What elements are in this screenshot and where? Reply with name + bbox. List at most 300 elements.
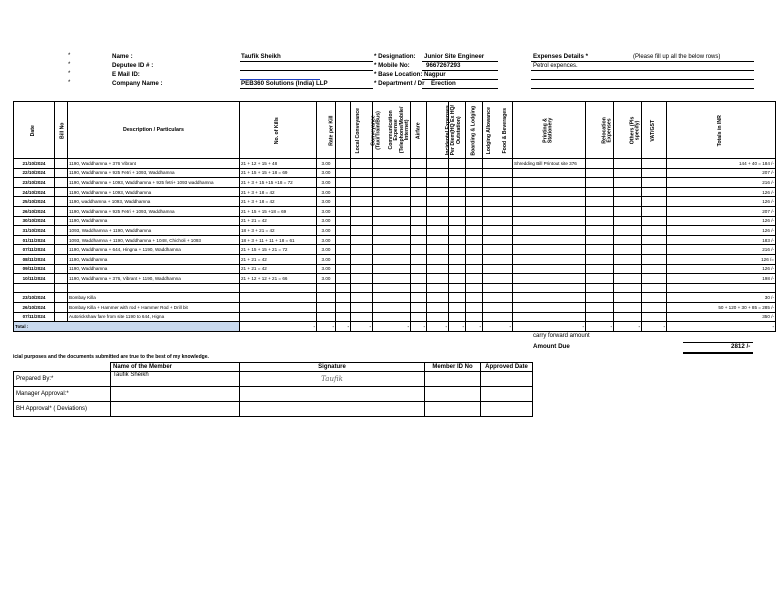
row-communication[interactable] xyxy=(373,254,411,264)
row-local[interactable] xyxy=(336,187,351,197)
row-conveyance[interactable] xyxy=(351,264,373,274)
row-total[interactable]: 126 /- xyxy=(667,216,776,226)
row-boarding[interactable] xyxy=(449,312,466,322)
row-incidental[interactable] xyxy=(427,197,449,207)
row-communication[interactable] xyxy=(373,178,411,188)
row-boarding[interactable] xyxy=(449,187,466,197)
row-rate[interactable]: 3.00 xyxy=(317,226,336,236)
row-printing[interactable] xyxy=(513,178,586,188)
mobile-value[interactable]: 9667267293 xyxy=(426,62,461,69)
prepared-date[interactable] xyxy=(481,372,533,387)
row-vat[interactable] xyxy=(642,264,667,274)
row-bill-no[interactable] xyxy=(55,274,68,284)
row-local[interactable] xyxy=(336,312,351,322)
row-conveyance[interactable] xyxy=(351,226,373,236)
row-description[interactable]: 1190, Waddhamna + 644, Hingna + 1190, Waddhamna xyxy=(68,245,240,255)
row-kms[interactable]: 21 + 15 + 15 + 18 = 69 xyxy=(240,168,317,178)
row-conveyance[interactable] xyxy=(351,235,373,245)
row-local[interactable] xyxy=(336,254,351,264)
row-bill-no[interactable] xyxy=(55,254,68,264)
row-incidental[interactable] xyxy=(427,264,449,274)
row-lodging[interactable] xyxy=(466,226,483,236)
row-food[interactable] xyxy=(483,264,513,274)
row-others[interactable] xyxy=(614,216,642,226)
row-incidental[interactable] xyxy=(427,302,449,312)
row-airfare[interactable] xyxy=(411,226,427,236)
row-lodging[interactable] xyxy=(466,245,483,255)
row-total[interactable]: 216 /- xyxy=(667,178,776,188)
row-lodging[interactable] xyxy=(466,293,483,303)
row-total[interactable]: 207 /- xyxy=(667,168,776,178)
row-date[interactable]: 22/10/2024 xyxy=(14,168,55,178)
row-bill-no[interactable] xyxy=(55,302,68,312)
row-lodging[interactable] xyxy=(466,168,483,178)
row-date[interactable]: 23/10/2024 xyxy=(14,293,55,303)
row-food[interactable] xyxy=(483,293,513,303)
row-kms[interactable]: 21 + 21 = 42 xyxy=(240,264,317,274)
row-bill-no[interactable] xyxy=(55,159,68,169)
row-food[interactable] xyxy=(483,168,513,178)
bh-member-id[interactable] xyxy=(425,402,481,417)
row-rate[interactable]: 3.00 xyxy=(317,187,336,197)
row-vat[interactable] xyxy=(642,293,667,303)
row-others[interactable] xyxy=(614,245,642,255)
row-incidental[interactable] xyxy=(427,168,449,178)
row-total[interactable]: 30 /- xyxy=(667,293,776,303)
row-boarding[interactable] xyxy=(449,178,466,188)
row-rate[interactable] xyxy=(317,312,336,322)
row-bill-no[interactable] xyxy=(55,245,68,255)
manager-name[interactable] xyxy=(111,387,240,402)
row-kms[interactable]: 18 + 3 + 11 + 11 + 18 = 61 xyxy=(240,235,317,245)
row-lodging[interactable] xyxy=(466,216,483,226)
row-food[interactable] xyxy=(483,245,513,255)
row-printing[interactable] xyxy=(513,197,586,207)
row-local[interactable] xyxy=(336,283,351,293)
row-date[interactable]: 08/11/2024 xyxy=(14,254,55,264)
row-food[interactable] xyxy=(483,274,513,284)
row-local[interactable] xyxy=(336,264,351,274)
row-relocation[interactable] xyxy=(586,312,614,322)
row-date[interactable]: 24/10/2024 xyxy=(14,187,55,197)
row-lodging[interactable] xyxy=(466,159,483,169)
row-date[interactable]: 09/11/2024 xyxy=(14,264,55,274)
row-local[interactable] xyxy=(336,178,351,188)
row-printing[interactable] xyxy=(513,187,586,197)
row-printing[interactable] xyxy=(513,274,586,284)
row-description[interactable]: 1190, Waddhamna + 1093, Waddhamna xyxy=(68,187,240,197)
row-lodging[interactable] xyxy=(466,302,483,312)
row-others[interactable] xyxy=(614,302,642,312)
row-food[interactable] xyxy=(483,254,513,264)
row-lodging[interactable] xyxy=(466,178,483,188)
row-relocation[interactable] xyxy=(586,283,614,293)
row-rate[interactable]: 3.00 xyxy=(317,206,336,216)
row-bill-no[interactable] xyxy=(55,168,68,178)
row-boarding[interactable] xyxy=(449,293,466,303)
row-rate[interactable] xyxy=(317,293,336,303)
row-date[interactable]: 25/10/2024 xyxy=(14,197,55,207)
row-local[interactable] xyxy=(336,302,351,312)
bh-name[interactable] xyxy=(111,402,240,417)
row-kms[interactable]: 18 + 3 + 21 = 42 xyxy=(240,226,317,236)
row-date[interactable]: 31/10/2024 xyxy=(14,226,55,236)
row-incidental[interactable] xyxy=(427,178,449,188)
row-lodging[interactable] xyxy=(466,197,483,207)
row-bill-no[interactable] xyxy=(55,178,68,188)
row-local[interactable] xyxy=(336,226,351,236)
row-total[interactable] xyxy=(667,283,776,293)
row-food[interactable] xyxy=(483,302,513,312)
row-printing[interactable] xyxy=(513,216,586,226)
row-communication[interactable] xyxy=(373,159,411,169)
row-local[interactable] xyxy=(336,245,351,255)
row-local[interactable] xyxy=(336,159,351,169)
row-rate[interactable] xyxy=(317,283,336,293)
row-date[interactable]: 21/10/2024 xyxy=(14,159,55,169)
row-food[interactable] xyxy=(483,159,513,169)
row-kms[interactable]: 21 + 12 + 12 + 21 = 66 xyxy=(240,274,317,284)
row-date[interactable]: 07/11/2024 xyxy=(14,245,55,255)
row-vat[interactable] xyxy=(642,206,667,216)
row-communication[interactable] xyxy=(373,312,411,322)
row-lodging[interactable] xyxy=(466,283,483,293)
row-lodging[interactable] xyxy=(466,274,483,284)
row-incidental[interactable] xyxy=(427,283,449,293)
row-bill-no[interactable] xyxy=(55,197,68,207)
row-relocation[interactable] xyxy=(586,274,614,284)
row-boarding[interactable] xyxy=(449,302,466,312)
row-food[interactable] xyxy=(483,312,513,322)
row-printing[interactable] xyxy=(513,168,586,178)
row-airfare[interactable] xyxy=(411,283,427,293)
row-total[interactable]: 126 /- xyxy=(667,187,776,197)
row-vat[interactable] xyxy=(642,274,667,284)
row-conveyance[interactable] xyxy=(351,274,373,284)
row-vat[interactable] xyxy=(642,168,667,178)
row-food[interactable] xyxy=(483,235,513,245)
expenses-details-value[interactable]: Petrol expences. xyxy=(533,63,578,69)
row-rate[interactable]: 3.00 xyxy=(317,168,336,178)
row-bill-no[interactable] xyxy=(55,235,68,245)
row-incidental[interactable] xyxy=(427,235,449,245)
row-description[interactable]: 1190, Waddhamna + 1093, Waddhamna + 925 fetri+ 1093 waddhamna xyxy=(68,178,240,188)
row-rate[interactable]: 3.00 xyxy=(317,235,336,245)
row-description[interactable]: Bombay Killa + Hammer with rod + Hammer Rod + Drill bit xyxy=(68,302,240,312)
row-rate[interactable]: 3.00 xyxy=(317,178,336,188)
row-rate[interactable]: 3.00 xyxy=(317,197,336,207)
row-food[interactable] xyxy=(483,216,513,226)
row-description[interactable]: Bombay Killa xyxy=(68,293,240,303)
row-relocation[interactable] xyxy=(586,178,614,188)
row-boarding[interactable] xyxy=(449,235,466,245)
company-value[interactable]: PEB360 Solutions (India) LLP xyxy=(241,80,328,87)
row-vat[interactable] xyxy=(642,178,667,188)
row-printing[interactable]: Shredding Bill Printout site 376 xyxy=(513,159,586,169)
row-communication[interactable] xyxy=(373,245,411,255)
row-others[interactable] xyxy=(614,254,642,264)
row-communication[interactable] xyxy=(373,187,411,197)
row-description[interactable]: 1190, Waddhamna xyxy=(68,264,240,274)
row-food[interactable] xyxy=(483,187,513,197)
row-boarding[interactable] xyxy=(449,274,466,284)
row-local[interactable] xyxy=(336,293,351,303)
row-rate[interactable]: 3.00 xyxy=(317,159,336,169)
row-date[interactable]: 10/11/2024 xyxy=(14,274,55,284)
row-description[interactable]: 1190, Waddhamna + 376 Vibrant xyxy=(68,159,240,169)
row-airfare[interactable] xyxy=(411,235,427,245)
row-lodging[interactable] xyxy=(466,235,483,245)
row-boarding[interactable] xyxy=(449,159,466,169)
row-bill-no[interactable] xyxy=(55,264,68,274)
department-value[interactable]: Erection xyxy=(431,80,456,87)
row-local[interactable] xyxy=(336,235,351,245)
row-kms[interactable] xyxy=(240,302,317,312)
row-others[interactable] xyxy=(614,168,642,178)
row-conveyance[interactable] xyxy=(351,216,373,226)
row-communication[interactable] xyxy=(373,274,411,284)
row-vat[interactable] xyxy=(642,187,667,197)
row-others[interactable] xyxy=(614,235,642,245)
row-others[interactable] xyxy=(614,187,642,197)
row-bill-no[interactable] xyxy=(55,187,68,197)
row-total[interactable]: 126 /- xyxy=(667,264,776,274)
row-total[interactable]: 126 /= xyxy=(667,254,776,264)
row-communication[interactable] xyxy=(373,206,411,216)
row-food[interactable] xyxy=(483,283,513,293)
row-conveyance[interactable] xyxy=(351,302,373,312)
row-vat[interactable] xyxy=(642,235,667,245)
row-lodging[interactable] xyxy=(466,206,483,216)
row-airfare[interactable] xyxy=(411,187,427,197)
row-conveyance[interactable] xyxy=(351,254,373,264)
row-printing[interactable] xyxy=(513,283,586,293)
row-relocation[interactable] xyxy=(586,216,614,226)
row-kms[interactable]: 21 + 3 + 18 = 42 xyxy=(240,187,317,197)
signature-cell[interactable] xyxy=(240,372,425,387)
row-rate[interactable]: 3.00 xyxy=(317,254,336,264)
row-description[interactable]: 1190, Waddhamna + 925 Fetri + 1093, Waddhamna xyxy=(68,168,240,178)
row-vat[interactable] xyxy=(642,245,667,255)
row-incidental[interactable] xyxy=(427,293,449,303)
row-rate[interactable]: 3.00 xyxy=(317,245,336,255)
row-boarding[interactable] xyxy=(449,264,466,274)
row-date[interactable]: 26/10/2024 xyxy=(14,302,55,312)
row-printing[interactable] xyxy=(513,235,586,245)
row-communication[interactable] xyxy=(373,168,411,178)
row-bill-no[interactable] xyxy=(55,293,68,303)
row-rate[interactable]: 3.00 xyxy=(317,274,336,284)
row-conveyance[interactable] xyxy=(351,159,373,169)
row-conveyance[interactable] xyxy=(351,197,373,207)
row-lodging[interactable] xyxy=(466,187,483,197)
row-date[interactable]: 30/10/2024 xyxy=(14,216,55,226)
row-lodging[interactable] xyxy=(466,312,483,322)
row-printing[interactable] xyxy=(513,206,586,216)
row-incidental[interactable] xyxy=(427,226,449,236)
row-communication[interactable] xyxy=(373,235,411,245)
row-communication[interactable] xyxy=(373,293,411,303)
row-description[interactable]: 1190, Waddhamna xyxy=(68,254,240,264)
row-kms[interactable]: 21 + 21 = 42 xyxy=(240,254,317,264)
row-date[interactable]: 01/11/2024 xyxy=(14,235,55,245)
row-airfare[interactable] xyxy=(411,245,427,255)
row-vat[interactable] xyxy=(642,216,667,226)
row-rate[interactable]: 3.00 xyxy=(317,264,336,274)
row-date[interactable]: 07/11/2024 xyxy=(14,312,55,322)
row-incidental[interactable] xyxy=(427,245,449,255)
row-relocation[interactable] xyxy=(586,226,614,236)
row-kms[interactable] xyxy=(240,283,317,293)
row-local[interactable] xyxy=(336,274,351,284)
row-others[interactable] xyxy=(614,159,642,169)
base-location-value[interactable]: Nagpur xyxy=(424,71,446,78)
prepared-member-id[interactable] xyxy=(425,372,481,387)
row-conveyance[interactable] xyxy=(351,206,373,216)
row-boarding[interactable] xyxy=(449,226,466,236)
row-bill-no[interactable] xyxy=(55,216,68,226)
row-airfare[interactable] xyxy=(411,302,427,312)
row-relocation[interactable] xyxy=(586,235,614,245)
bh-signature[interactable] xyxy=(240,402,425,417)
row-date[interactable]: 23/10/2024 xyxy=(14,178,55,188)
row-description[interactable] xyxy=(68,283,240,293)
row-total[interactable]: 198 /- xyxy=(667,274,776,284)
row-incidental[interactable] xyxy=(427,159,449,169)
row-relocation[interactable] xyxy=(586,293,614,303)
row-description[interactable]: Autorickshaw fare from site 1190 to 644, Higna xyxy=(68,312,240,322)
row-incidental[interactable] xyxy=(427,312,449,322)
row-relocation[interactable] xyxy=(586,302,614,312)
prepared-by-name[interactable]: Taufik Sheikh xyxy=(111,372,240,387)
row-relocation[interactable] xyxy=(586,187,614,197)
row-others[interactable] xyxy=(614,197,642,207)
row-local[interactable] xyxy=(336,168,351,178)
row-others[interactable] xyxy=(614,274,642,284)
row-boarding[interactable] xyxy=(449,283,466,293)
row-printing[interactable] xyxy=(513,312,586,322)
row-relocation[interactable] xyxy=(586,206,614,216)
row-local[interactable] xyxy=(336,216,351,226)
row-food[interactable] xyxy=(483,206,513,216)
row-boarding[interactable] xyxy=(449,197,466,207)
row-airfare[interactable] xyxy=(411,274,427,284)
row-kms[interactable]: 21 + 21 = 42 xyxy=(240,216,317,226)
row-kms[interactable] xyxy=(240,293,317,303)
row-conveyance[interactable] xyxy=(351,168,373,178)
row-vat[interactable] xyxy=(642,226,667,236)
row-boarding[interactable] xyxy=(449,216,466,226)
row-airfare[interactable] xyxy=(411,216,427,226)
row-description[interactable]: 1190, Waddhamna xyxy=(68,216,240,226)
row-others[interactable] xyxy=(614,226,642,236)
row-rate[interactable]: 3.00 xyxy=(317,216,336,226)
row-airfare[interactable] xyxy=(411,178,427,188)
row-conveyance[interactable] xyxy=(351,245,373,255)
row-boarding[interactable] xyxy=(449,245,466,255)
row-relocation[interactable] xyxy=(586,264,614,274)
row-total[interactable]: 216 /- xyxy=(667,245,776,255)
row-communication[interactable] xyxy=(373,197,411,207)
row-conveyance[interactable] xyxy=(351,178,373,188)
row-relocation[interactable] xyxy=(586,168,614,178)
row-description[interactable]: 1190, waddhamna + 1093, Waddhamna xyxy=(68,197,240,207)
row-printing[interactable] xyxy=(513,302,586,312)
row-others[interactable] xyxy=(614,312,642,322)
row-conveyance[interactable] xyxy=(351,312,373,322)
row-airfare[interactable] xyxy=(411,312,427,322)
row-food[interactable] xyxy=(483,197,513,207)
row-description[interactable]: 1190, Waddhamna + 376, Vibrant + 1190, Waddhamna xyxy=(68,274,240,284)
row-total[interactable]: 126 /- xyxy=(667,226,776,236)
row-conveyance[interactable] xyxy=(351,293,373,303)
row-total[interactable]: 126 /- xyxy=(667,197,776,207)
row-kms[interactable]: 21 + 12 + 15 + 48 xyxy=(240,159,317,169)
row-printing[interactable] xyxy=(513,264,586,274)
row-vat[interactable] xyxy=(642,283,667,293)
row-airfare[interactable] xyxy=(411,168,427,178)
row-kms[interactable]: 21 + 3 + 15 +15 +18 = 72 xyxy=(240,178,317,188)
row-lodging[interactable] xyxy=(466,264,483,274)
row-printing[interactable] xyxy=(513,254,586,264)
row-relocation[interactable] xyxy=(586,159,614,169)
row-airfare[interactable] xyxy=(411,254,427,264)
row-printing[interactable] xyxy=(513,293,586,303)
row-communication[interactable] xyxy=(373,226,411,236)
row-vat[interactable] xyxy=(642,302,667,312)
row-total[interactable]: 50 + 120 + 30 + 85 = 285 /- xyxy=(667,302,776,312)
row-conveyance[interactable] xyxy=(351,283,373,293)
row-airfare[interactable] xyxy=(411,293,427,303)
row-airfare[interactable] xyxy=(411,264,427,274)
row-communication[interactable] xyxy=(373,264,411,274)
manager-date[interactable] xyxy=(481,387,533,402)
row-date[interactable]: 26/10/2024 xyxy=(14,206,55,216)
row-communication[interactable] xyxy=(373,283,411,293)
row-date[interactable] xyxy=(14,283,55,293)
row-rate[interactable] xyxy=(317,302,336,312)
row-communication[interactable] xyxy=(373,302,411,312)
row-kms[interactable]: 21 + 3 + 18 = 42 xyxy=(240,197,317,207)
row-relocation[interactable] xyxy=(586,254,614,264)
row-boarding[interactable] xyxy=(449,206,466,216)
row-description[interactable]: 1093, Waddhamna + 1190, Waddhamna xyxy=(68,226,240,236)
designation-value[interactable]: Junior Site Engineer xyxy=(424,53,485,60)
row-incidental[interactable] xyxy=(427,216,449,226)
row-vat[interactable] xyxy=(642,159,667,169)
row-others[interactable] xyxy=(614,283,642,293)
row-others[interactable] xyxy=(614,293,642,303)
row-airfare[interactable] xyxy=(411,159,427,169)
row-lodging[interactable] xyxy=(466,254,483,264)
manager-signature[interactable] xyxy=(240,387,425,402)
row-total[interactable]: 144 + 40 = 184 /- xyxy=(667,159,776,169)
row-bill-no[interactable] xyxy=(55,283,68,293)
row-others[interactable] xyxy=(614,178,642,188)
row-bill-no[interactable] xyxy=(55,206,68,216)
row-bill-no[interactable] xyxy=(55,312,68,322)
row-total[interactable]: 350 /- xyxy=(667,312,776,322)
row-vat[interactable] xyxy=(642,197,667,207)
row-incidental[interactable] xyxy=(427,274,449,284)
row-incidental[interactable] xyxy=(427,187,449,197)
row-kms[interactable] xyxy=(240,312,317,322)
row-vat[interactable] xyxy=(642,312,667,322)
row-kms[interactable]: 21 + 15 + 15 + 21 = 72 xyxy=(240,245,317,255)
row-local[interactable] xyxy=(336,197,351,207)
bh-date[interactable] xyxy=(481,402,533,417)
row-food[interactable] xyxy=(483,226,513,236)
